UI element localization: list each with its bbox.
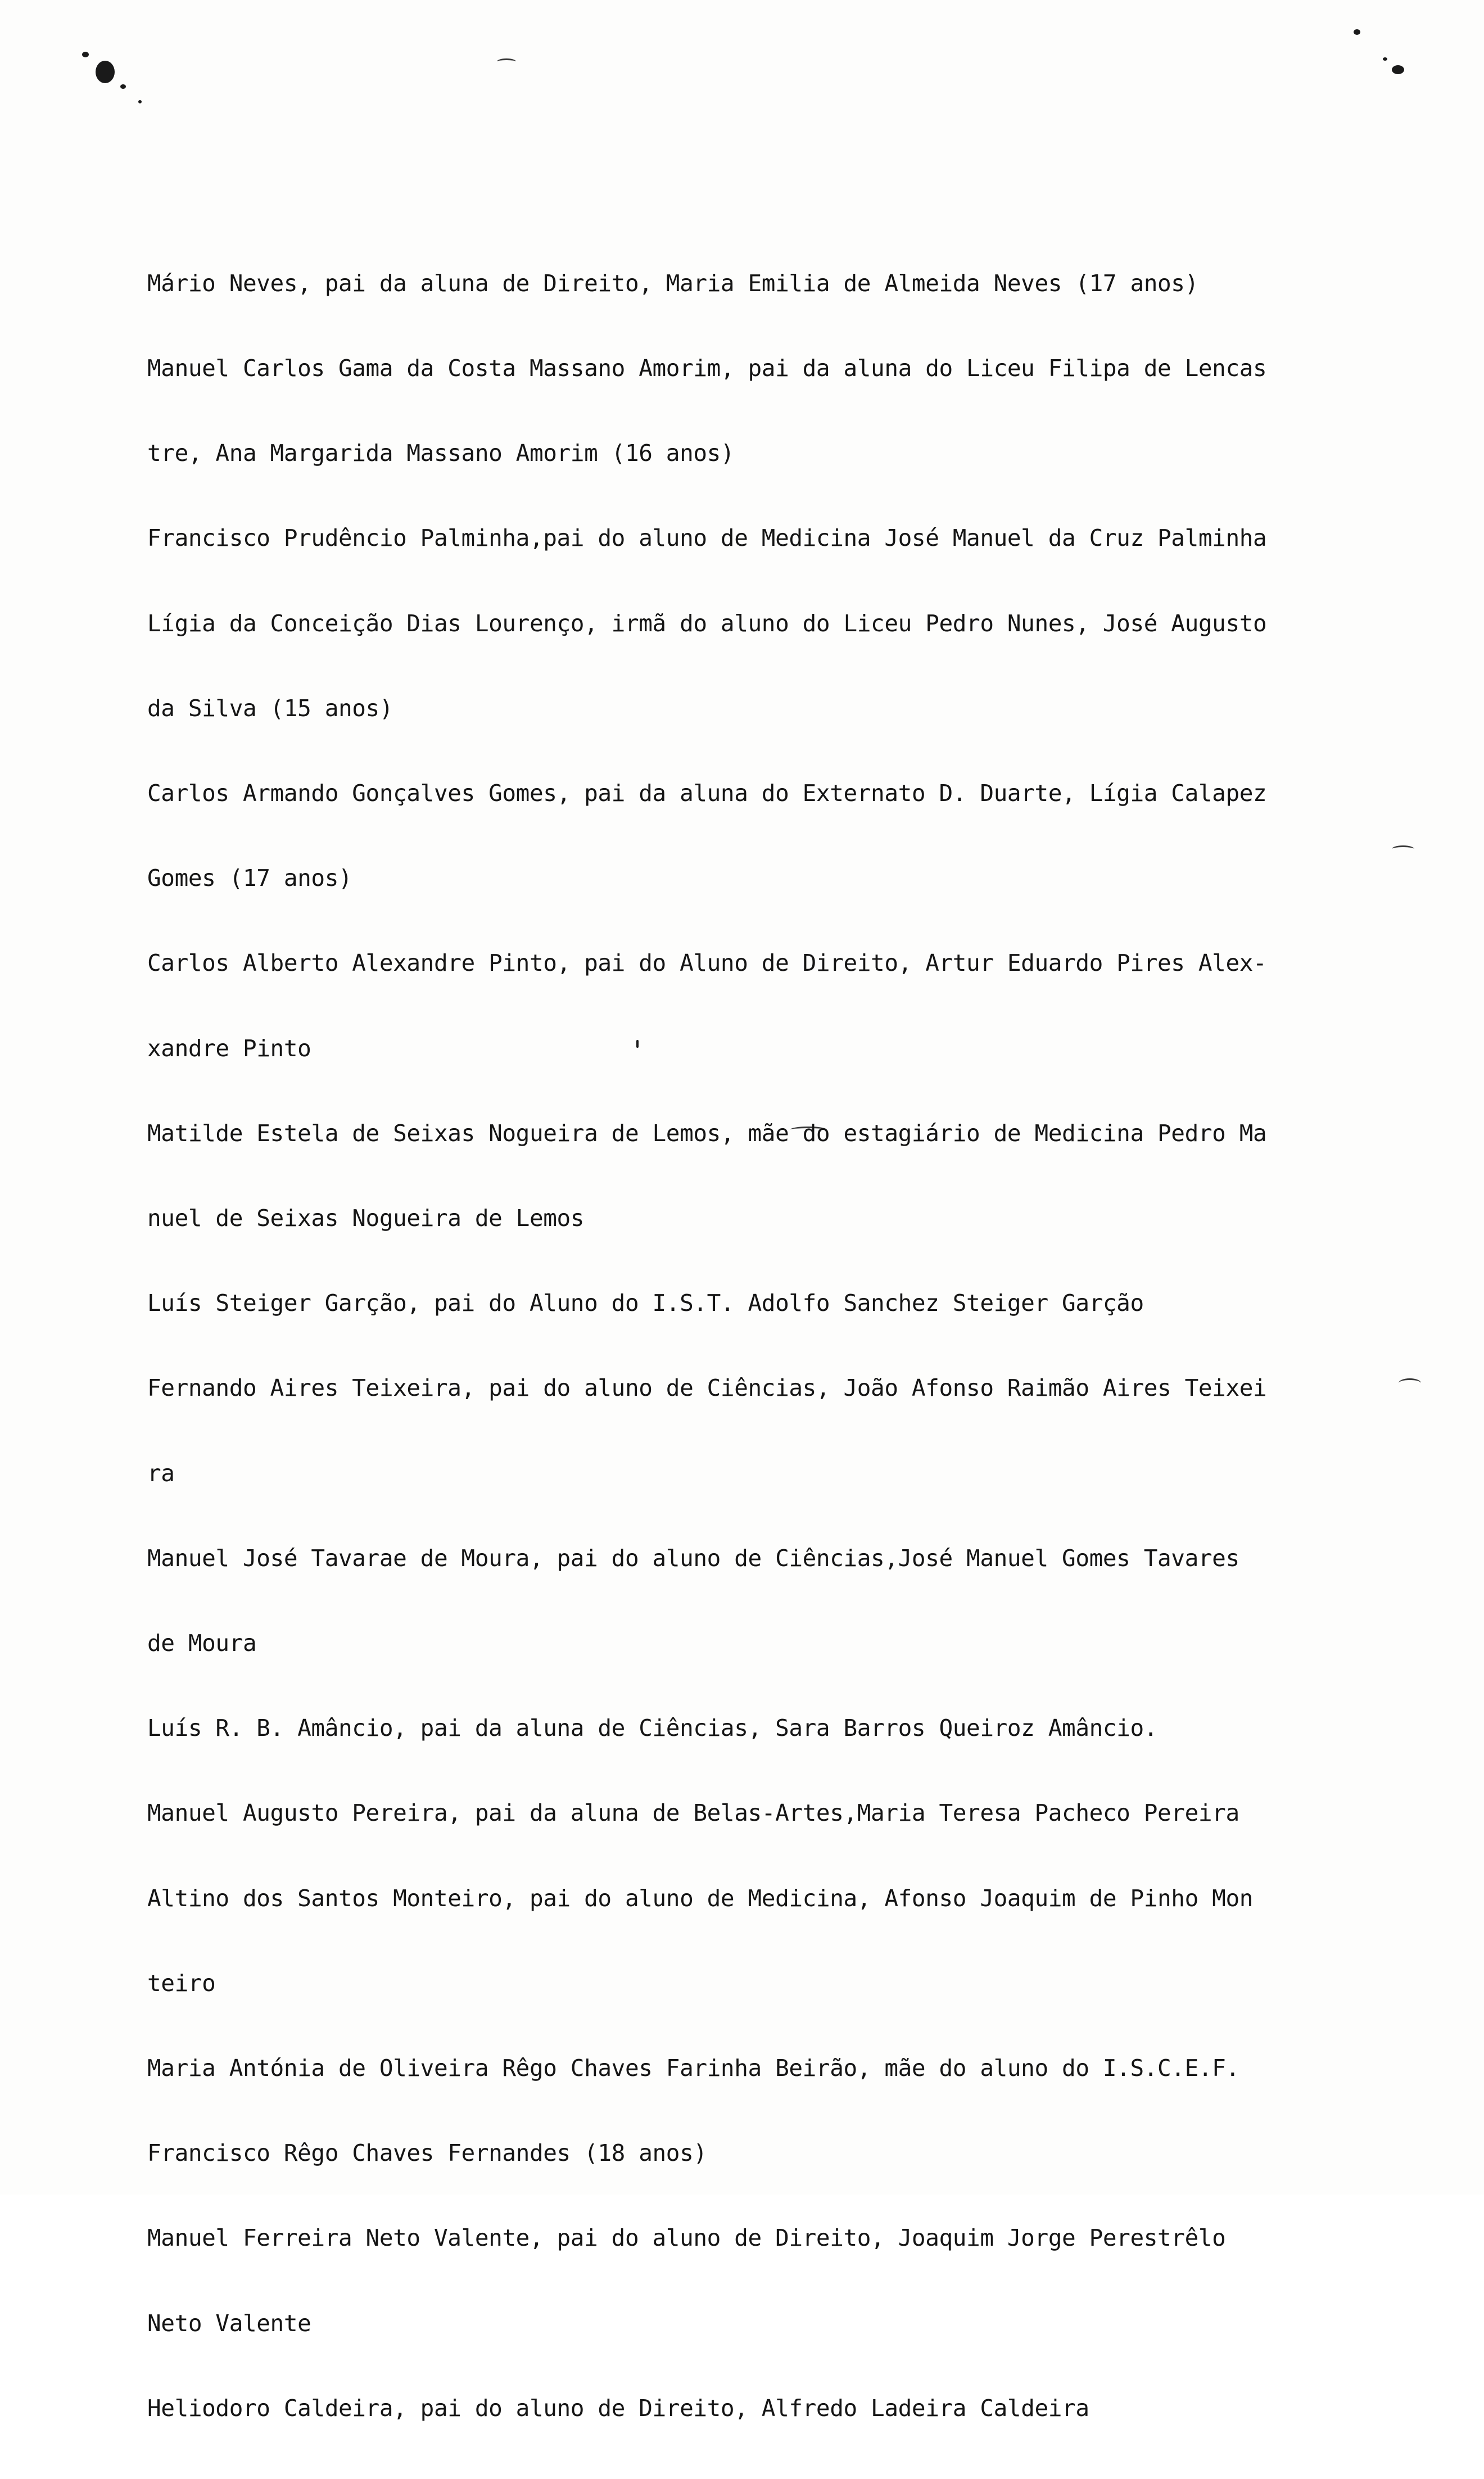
- list-line: ra: [147, 1459, 175, 1487]
- list-line: de Moura: [147, 1630, 257, 1657]
- list-line: Manuel Augusto Pereira, pai da aluna de Belas-Artes,Maria Teresa Pacheco Pereira: [147, 1799, 1239, 1827]
- list-line: Matilde Estela de Seixas Nogueira de Lemos, mãe do estagiário de Medicina Pedro Ma: [147, 1119, 1267, 1147]
- list-line: Luís R. B. Amâncio, pai da aluna de Ciências, Sara Barros Queiroz Amâncio.: [147, 1715, 1158, 1742]
- ink-speck: [120, 84, 126, 89]
- list-line: Altino dos Santos Monteiro, pai do aluno de Medicina, Afonso Joaquim de Pinho Mon: [147, 1884, 1254, 1912]
- list-line: teiro: [147, 1969, 216, 1997]
- list-line: Francisco Prudêncio Palminha,pai do aluno de Medicina José Manuel da Cruz Palminha: [147, 524, 1267, 552]
- list-line: Manuel José Tavarae de Moura, pai do aluno de Ciências,José Manuel Gomes Tavares: [147, 1544, 1239, 1572]
- list-line: da Silva (15 anos): [147, 694, 393, 722]
- list-line: Maria Antónia de Oliveira Rêgo Chaves Farinha Beirão, mãe do aluno do I.S.C.E.F.: [147, 2055, 1239, 2082]
- ink-speck: [1392, 65, 1404, 74]
- list-line: Lígia da Conceição Dias Lourenço, irmã do aluno do Liceu Pedro Nunes, José Augusto: [147, 609, 1267, 637]
- ink-speck: [1354, 29, 1360, 35]
- list-line: Gomes (17 anos): [147, 865, 352, 892]
- scan-mark: [497, 58, 516, 65]
- list-line: Manuel Ferreira Neto Valente, pai do aluno de Direito, Joaquim Jorge Perestrêlo: [147, 2224, 1226, 2252]
- ink-speck: [1383, 57, 1387, 61]
- list-line: Carlos Alberto Alexandre Pinto, pai do Aluno de Direito, Artur Eduardo Pires Alex-: [147, 949, 1267, 977]
- ink-speck: [82, 52, 89, 57]
- ink-speck: [138, 100, 142, 103]
- list-line: tre, Ana Margarida Massano Amorim (16 anos): [147, 440, 735, 467]
- list-line: Fernando Aires Teixeira, pai do aluno de Ciências, João Afonso Raimão Aires Teixei: [147, 1374, 1267, 1402]
- list-line: Heliodoro Caldeira, pai do aluno de Direito, Alfredo Ladeira Caldeira: [147, 2394, 1089, 2422]
- list-line: Neto Valente: [147, 2309, 311, 2337]
- list-line: Francisco Rêgo Chaves Fernandes (18 anos): [147, 2139, 707, 2167]
- ink-blot: [96, 61, 115, 83]
- list-line: nuel de Seixas Nogueira de Lemos: [147, 1205, 585, 1232]
- list-line: xandre Pinto: [147, 1034, 311, 1062]
- list-line: Manuel Carlos Gama da Costa Massano Amorim, pai da aluna do Liceu Filipa de Lencas: [147, 355, 1267, 382]
- scan-mark: [1399, 1378, 1421, 1388]
- list-line: Luís Steiger Garção, pai do Aluno do I.S.T. Adolfo Sanchez Steiger Garção: [147, 1290, 1144, 1317]
- list-line: Carlos Armando Gonçalves Gomes, pai da aluna do Externato D. Duarte, Lígia Calapez: [147, 780, 1267, 807]
- list-line: Mário Neves, pai da aluna de Direito, Maria Emilia de Almeida Neves (17 anos): [147, 269, 1198, 297]
- name-list: [147, 212, 1401, 2479]
